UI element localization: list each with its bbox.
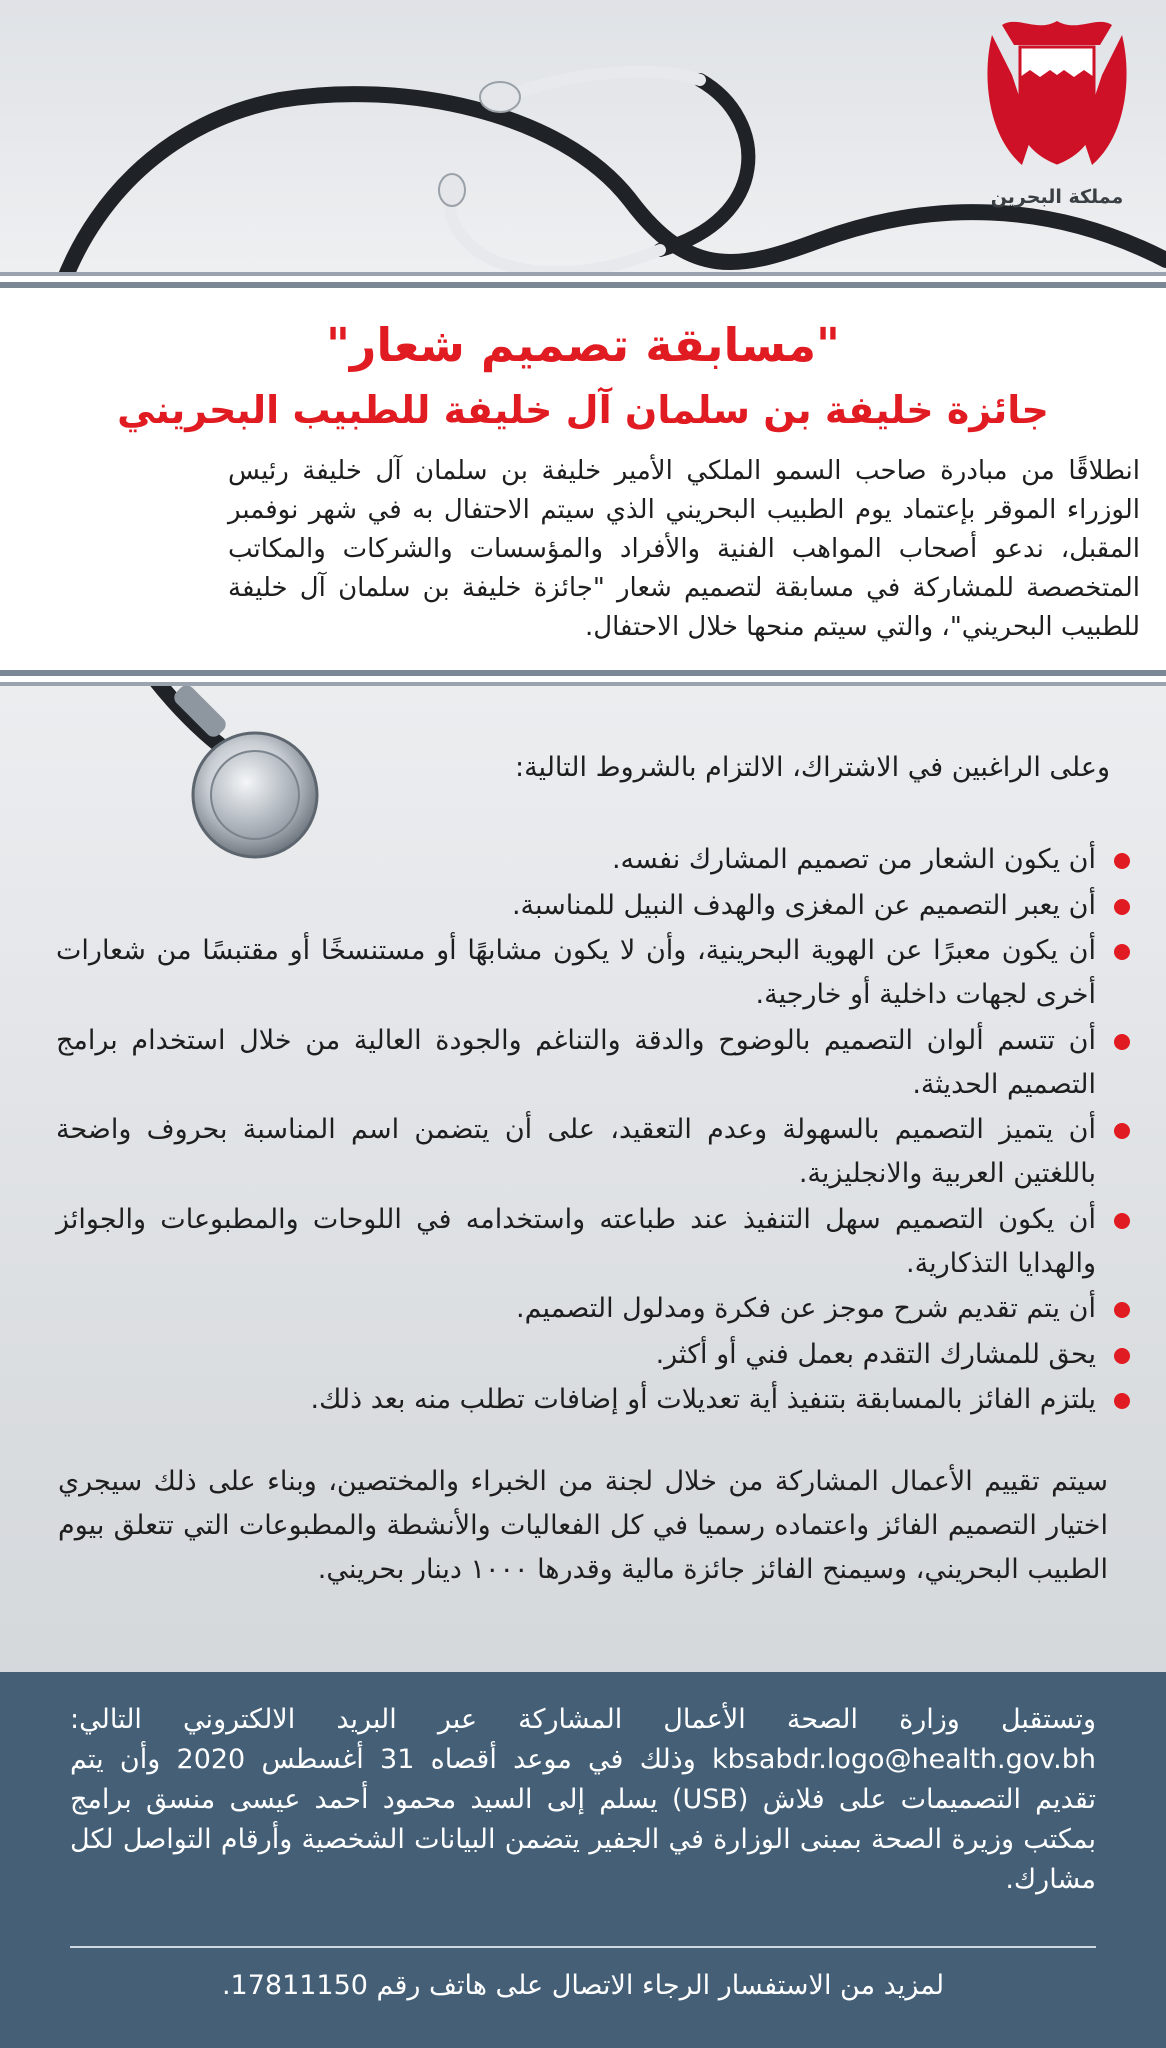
conditions-list — [56, 838, 1132, 1424]
condition-item — [56, 1198, 1096, 1286]
bullet-icon — [1114, 1123, 1130, 1139]
page-title: "مسابقة تصميم شعار" — [325, 318, 841, 372]
inquiry-text: لمزيد من الاستفسار الرجاء الاتصال على هاتف رقم 17811150. — [221, 1970, 945, 2001]
submission-email: kbsabdr.logo@health.gov.bh — [712, 1744, 1096, 1775]
page-subtitle: جائزة خليفة بن سلمان آل خليفة للطبيب البحريني — [117, 388, 1049, 432]
condition-text: أن يتم تقديم شرح موجز عن فكرة ومدلول التصميم. — [516, 1293, 1096, 1324]
submission-paragraph — [70, 1700, 1096, 1900]
bullet-icon — [1114, 853, 1130, 869]
condition-text: يلتزم الفائز بالمسابقة بتنفيذ أية تعديلات أو إضافات تطلب منه بعد ذلك. — [310, 1384, 1096, 1415]
condition-text: أن يتميز التصميم بالسهولة وعدم التعقيد، على أن يتضمن اسم المناسبة بحروف واضحة باللغتين العربية والانجليزية. — [56, 1114, 1096, 1189]
condition-text: يحق للمشارك التقدم بعمل فني أو أكثر. — [655, 1338, 1096, 1370]
condition-item — [56, 884, 1096, 928]
condition-item — [56, 1287, 1096, 1331]
condition-text: أن يكون الشعار من تصميم المشارك نفسه. — [611, 844, 1096, 875]
condition-text: أن يكون معبرًا عن الهوية البحرينية، وأن لا يكون مشابهًا أو مستنسخًا أو مقتبسًا من شعارات أخرى لجهات داخلية أو خارجية. — [56, 935, 1096, 1010]
condition-item — [56, 838, 1096, 882]
condition-text: أن تتسم ألوان التصميم بالوضوح والدقة والتناغم والجودة العالية من خلال استخدام برامج التصميم الحديثة. — [56, 1024, 1096, 1100]
condition-item — [56, 1333, 1096, 1377]
footer-divider — [70, 1946, 1096, 1948]
bullet-icon — [1114, 899, 1130, 915]
condition-text: أن يكون التصميم سهل التنفيذ عند طباعته واستخدامه في اللوحات والمطبوعات والجوائز والهدايا التذكارية. — [56, 1203, 1096, 1279]
condition-item — [56, 1378, 1096, 1422]
submission-details: وذلك في موعد أقصاه 31 أغسطس 2020 وأن يتم تقديم التصميمات على فلاش (USB) يسلم إلى السيد محمود أحمد عيسى منسق برامج بمكتب وزيرة الصحة بمبنى الوزارة في الجفير يتضمن البيانات الشخصية وأرقام التواصل لكل مشارك. — [70, 1744, 1096, 1895]
condition-item — [56, 1019, 1096, 1107]
conditions-heading: وعلى الراغبين في الاشتراك، الالتزام بالشروط التالية: — [514, 752, 1110, 783]
evaluation-paragraph: سيتم تقييم الأعمال المشاركة من خلال لجنة من الخبراء والمختصين، وبناء على ذلك سيجري اختيار التصميم الفائز واعتماده رسميا في كل الفعاليات والأنشطة والمطبوعات التي تتعلق بيوم الطبيب البحريني، وسيمنح الفائز جائزة مالية وقدرها ١٠٠٠ دينار بحريني. — [58, 1466, 1108, 1585]
condition-item — [56, 1108, 1096, 1196]
bullet-icon — [1114, 944, 1130, 960]
bullet-icon — [1114, 1302, 1130, 1318]
intro-paragraph: انطلاقًا من مبادرة صاحب السمو الملكي الأمير خليفة بن سلمان آل خليفة رئيس الوزراء الموقر بإعتماد يوم الطبيب البحريني الذي سيتم الاحتفال به في شهر نوفمبر المقبل، ندعو أصحاب المواهب الفنية والأفراد والمؤسسات والشركات والمكاتب المتخصصة للمشاركة في مسابقة لتصميم شعار "جائزة خليفة بن سلمان آل خليفة للطبيب البحريني"، والتي سيتم منحها خلال الاحتفال. — [228, 456, 1140, 642]
bullet-icon — [1114, 1393, 1130, 1409]
submission-intro: وتستقبل وزارة الصحة الأعمال المشاركة عبر البريد الالكتروني التالي: — [70, 1704, 1096, 1735]
bullet-icon — [1114, 1348, 1130, 1364]
emblem-label: مملكة البحرين — [990, 186, 1124, 208]
bullet-icon — [1114, 1213, 1130, 1229]
condition-item — [56, 929, 1096, 1017]
condition-text: أن يعبر التصميم عن المغزى والهدف النبيل للمناسبة. — [511, 889, 1096, 921]
bahrain-emblem-icon — [982, 15, 1132, 175]
bullet-icon — [1114, 1034, 1130, 1050]
